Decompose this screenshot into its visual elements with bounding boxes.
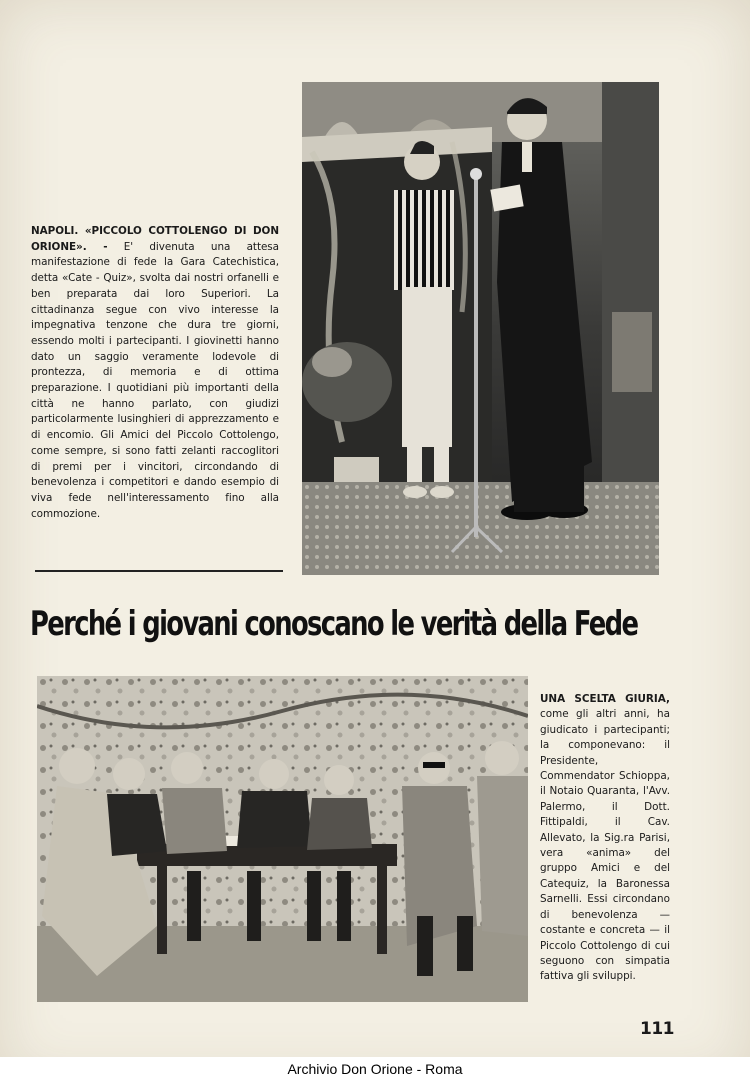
article-right bbox=[540, 692, 670, 985]
article-left-lead: NAPOLI. «PICCOLO COTTOLENGO DI DON ORIONE». - bbox=[31, 225, 279, 253]
article-left bbox=[31, 224, 279, 522]
article-right-body: come gli altri anni, ha giudicato i partecipanti; la componevano: il Presidente, Commendator Schioppa, il Notaio Quaranta, l'Avv. Palermo, il Dott. Fittipaldi, il Cav. Allevato, la Sig.ra Parisi, vera «anima» del gruppo Amici e del Catequiz, la Baronessa Sarnelli. Essi circondano di benevolenza — costante e concreta — il Piccolo Cottolengo di cui seguono con simpatia fattiva gli sviluppi. bbox=[540, 708, 670, 983]
photo-quiz-contestants bbox=[302, 82, 659, 575]
article-left-body: E' divenuta una attesa manifestazione di fede la Gara Catechistica, detta «Cate - Quiz», svolta dai nostri orfanelli e ben preparata dai loro Superiori. La cittadinanza segue con vivo interesse la impegnativa tenzone che dura tre giorni, essendo molti i partecipanti. I giovinetti hanno dato un saggio veramente lodevole di prontezza, di memoria e di ottima preparazione. I quotidiani più importanti della città ne hanno parlato, con giudizi particolarmente lusinghieri di apprezzamento e di encomio. Gli Amici del Piccolo Cottolengo, come sempre, si sono fatti zelanti raccoglitori di premi per i vincitori, circondando di benevolenza i competitori e dando esempio di viva fede nell'interessamento fino alla commozione. bbox=[31, 240, 279, 520]
page-number: 111 bbox=[640, 1019, 674, 1039]
page-headline: Perché i giovani conoscano le verità della Fede bbox=[30, 604, 638, 644]
article-right-lead: UNA SCELTA GIURIA, bbox=[540, 693, 670, 705]
section-divider bbox=[35, 570, 283, 572]
archive-footer: Archivio Don Orione - Roma bbox=[0, 1057, 750, 1081]
photo-jury bbox=[37, 676, 528, 1002]
